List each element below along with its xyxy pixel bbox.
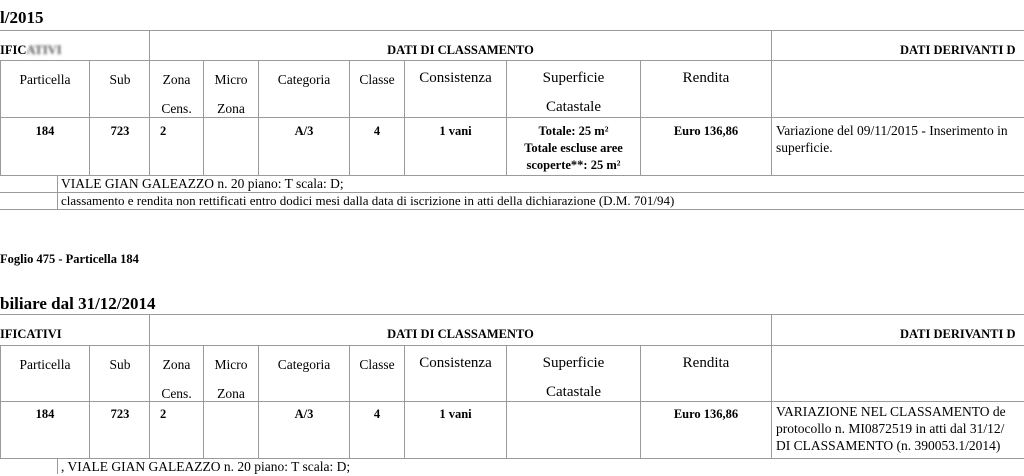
- col2-particella: Particella: [19, 357, 71, 372]
- row1-sub: 723: [110, 124, 130, 138]
- row1-rendita: Euro 136,86: [673, 124, 739, 138]
- table2-top-border: [0, 314, 1024, 315]
- row1-derivanti-line1: Variazione del 09/11/2015 - Inserimento in: [776, 123, 1008, 138]
- col-sub: Sub: [109, 72, 131, 87]
- row2-rendita: Euro 136,86: [673, 407, 739, 421]
- col2-micro-zona: Zona: [217, 386, 245, 401]
- table1-group-border: [0, 60, 1024, 61]
- table2-group-border: [0, 345, 1024, 346]
- col2-rendita: Rendita: [682, 355, 730, 371]
- col2-classe: Classe: [359, 357, 395, 372]
- col2-micro: Micro: [214, 357, 248, 372]
- row2-derivanti-line1: VARIAZIONE NEL CLASSAMENTO de: [776, 404, 1006, 419]
- table1-group-derivanti: DATI DERIVANTI D: [900, 43, 1016, 57]
- col2-consistenza: Consistenza: [419, 355, 492, 371]
- row1-superficie-scoperte: scoperte**: 25 m²: [526, 158, 621, 172]
- col-zona: Zona: [162, 72, 191, 87]
- row1-classe: 4: [373, 124, 381, 138]
- col2-superficie-catastale: Catastale: [546, 384, 601, 400]
- row2-categoria: A/3: [294, 407, 314, 421]
- col-micro: Micro: [214, 72, 248, 87]
- section1-heading: l/2015: [0, 8, 44, 27]
- row2-sub: 723: [110, 407, 130, 421]
- section2-heading: biliare dal 31/12/2014: [0, 294, 156, 313]
- col2-categoria: Categoria: [277, 357, 331, 372]
- table1-top-border: [0, 30, 1024, 31]
- row1-categoria: A/3: [294, 124, 314, 138]
- col-zona-cens: Cens.: [161, 101, 192, 116]
- col2-superficie: Superficie: [542, 355, 605, 371]
- col2-zona: Zona: [162, 357, 191, 372]
- row1-superficie-escluse: Totale escluse aree: [524, 141, 623, 155]
- col2-zona-cens: Cens.: [161, 386, 192, 401]
- row2-classe: 4: [373, 407, 381, 421]
- foglio-particella-label: Foglio 475 - Particella 184: [0, 252, 139, 266]
- col-micro-zona: Zona: [217, 101, 245, 116]
- row2-consistenza: 1 vani: [439, 407, 472, 421]
- row2-zona: 2: [160, 407, 167, 421]
- section2-address: , VIALE GIAN GALEAZZO n. 20 piano: T scala: D;: [61, 459, 351, 474]
- row1-derivanti-line2: superficie.: [776, 140, 833, 155]
- col-particella: Particella: [19, 72, 71, 87]
- row1-zona: 2: [160, 124, 167, 138]
- row1-superficie-totale: Totale: 25 m²: [538, 124, 609, 138]
- table2-group-classamento: DATI DI CLASSAMENTO: [387, 327, 534, 341]
- row2-derivanti-line3: DI CLASSAMENTO (n. 390053.1/2014): [776, 438, 1001, 453]
- row1-consistenza: 1 vani: [439, 124, 472, 138]
- section1-note: classamento e rendita non rettificati entro dodici mesi dalla data di iscrizione in atti della dichiarazione (D.M. 701/94): [61, 193, 675, 208]
- table2-group-identificativi: IFICATIVI: [0, 327, 62, 341]
- col-rendita: Rendita: [682, 70, 730, 86]
- row1-particella: 184: [35, 124, 55, 138]
- col-consistenza: Consistenza: [419, 70, 492, 86]
- col-superficie: Superficie: [542, 70, 605, 86]
- row2-derivanti-line2: protocollo n. MI0872519 in atti dal 31/12/: [776, 421, 1005, 436]
- section1-address: VIALE GIAN GALEAZZO n. 20 piano: T scala: D;: [61, 176, 344, 191]
- col-categoria: Categoria: [277, 72, 331, 87]
- col-classe: Classe: [359, 72, 395, 87]
- col-superficie-catastale: Catastale: [546, 99, 601, 115]
- col2-sub: Sub: [109, 357, 131, 372]
- table2-group-derivanti: DATI DERIVANTI D: [900, 327, 1016, 341]
- table1-group-classamento: DATI DI CLASSAMENTO: [387, 43, 534, 57]
- row2-particella: 184: [35, 407, 55, 421]
- table1-group-identificativi: IFICATIVI: [0, 43, 62, 57]
